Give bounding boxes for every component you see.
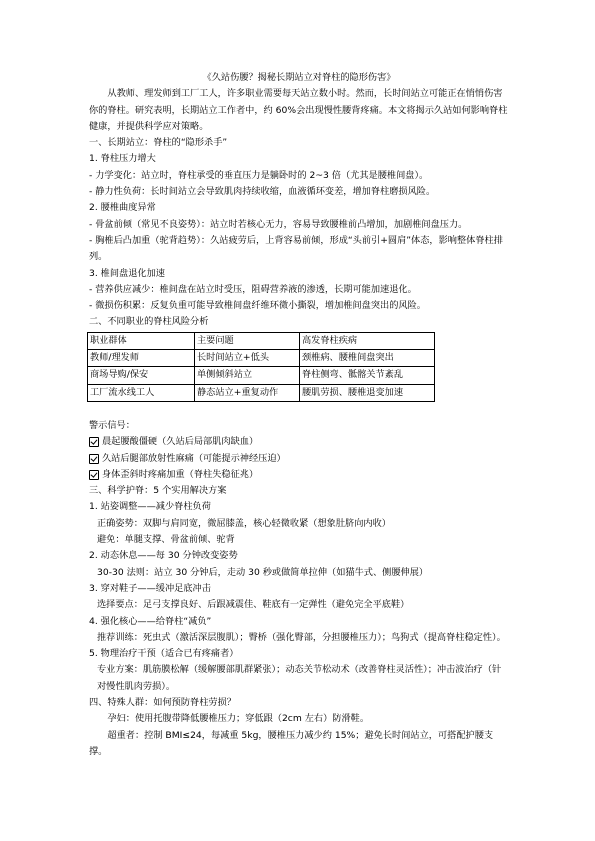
table-header-row [88,332,435,349]
bullet-static-load: - 静力性负荷：长时间站立会导致肌肉持续收缩，血液循环变差，增加脊柱磨损风险。 [89,186,436,198]
section-1-heading: 一、长期站立：脊柱的“隐形杀手” [89,137,228,149]
solution-2-heading: 2. 动态休息——每 30 分钟改变姿势 [89,550,238,562]
table-header-cell: 职业群体 [88,332,195,349]
solution-1-avoid: 避免：单腿支撑、骨盆前倾、驼背 [97,534,235,546]
solution-5-detail: 专业方案：肌筋膜松解（缓解腰部肌群紧张）；动态关节松动术（改善脊柱灵活性）；冲击波治疗（针对慢性肌肉劳损）。 [97,664,502,692]
bullet-micro-injury: - 微损伤积累：反复负重可能导致椎间盘纤维环微小撕裂，增加椎间盘突出的风险。 [89,300,426,312]
section-4-heading: 四、特殊人群：如何预防脊柱劳损？ [89,696,236,708]
document-page [89,70,509,760]
subheading-lumbar-curve: 2. 腰椎曲度异常 [89,202,156,214]
warning-heading: 警示信号： [89,419,135,431]
table-header-cell: 主要问题 [195,332,300,349]
intro-paragraph: 从教师、理发师到工厂工人，许多职业需要每天站立数小时。然而，长时间站立可能正在悄悄伤害你的脊柱。研究表明，长期站立工作者中，约 60%会出现慢性腰背疼痛。本文将揭示久站如何影响脊柱健康，并提供科学应对策略。 [89,88,508,132]
solution-2-detail: 30-30 法则：站立 30 分钟后，走动 30 秒或做简单拉伸（如猫牛式、侧腰伸展） [97,566,429,578]
warning-item [89,467,509,483]
table-cell: 单侧倾斜站立 [195,367,300,384]
solution-1-heading: 1. 站姿调整——减少脊柱负荷 [89,501,211,513]
solution-3-heading: 3. 穿对鞋子——缓冲足底冲击 [89,582,211,594]
section-2-heading: 二、不同职业的脊柱风险分析 [89,316,209,328]
warning-item-label: 身体歪斜时疼痛加重（脊柱失稳征兆） [102,468,259,480]
table-cell: 静态站立+重复动作 [195,384,300,401]
bullet-mechanics: - 力学变化：站立时，脊柱承受的垂直压力是躺卧时的 2~3 倍（尤其是腰椎间盘）。 [89,169,429,181]
subheading-disc-degeneration: 3. 椎间盘退化加速 [89,267,165,279]
table-cell: 颈椎病、腰椎间盘突出 [300,350,435,367]
table-cell: 工厂流水线工人 [88,384,195,401]
bullet-kyphosis: - 胸椎后凸加重（驼背趋势）：久站疲劳后，上背容易前倾，形成“头前引+圆肩”体态，影响整体脊柱排列。 [89,234,503,263]
table-cell: 商场导购/保安 [88,367,195,384]
table-cell: 长时间站立+低头 [195,350,300,367]
occupation-risk-table [87,332,435,402]
bullet-pelvic-tilt: - 骨盆前倾（常见不良姿势）：站立时若核心无力，容易导致腰椎前凸增加，加剧椎间盘压力。 [89,218,468,230]
warning-item [89,451,509,467]
table-row [88,384,435,401]
solution-3-detail: 选择要点：足弓支撑良好、后跟减震佳、鞋底有一定弹性（避免完全平底鞋） [97,599,410,611]
table-row [88,350,435,367]
warning-item [89,434,509,450]
solution-4-detail: 推荐训练：死虫式（激活深层腹肌）；臀桥（强化臀部，分担腰椎压力）；鸟狗式（提高脊柱稳定性）。 [97,631,506,643]
table-cell: 教师/理发师 [88,350,195,367]
overweight-paragraph: 超重者：控制 BMI≤24，每减重 5kg，腰椎压力减少约 15%；避免长时间站立，可搭配护腰支撑。 [89,729,494,757]
section-3-heading: 三、科学护脊：5 个实用解决方案 [89,485,227,497]
bullet-nutrition: - 营养供应减少：椎间盘在站立时受压，阻碍营养液的渗透，长期可能加速退化。 [89,283,417,295]
table-row [88,367,435,384]
table-cell: 腰肌劳损、腰椎退变加速 [300,384,435,401]
checkbox-checked-icon [89,470,99,480]
checkbox-checked-icon [89,437,99,447]
pregnant-women-paragraph: 孕妇：使用托腹带降低腰椎压力；穿低跟（2cm 左右）防滑鞋。 [107,713,370,725]
table-cell: 脊柱侧弯、骶髂关节紊乱 [300,367,435,384]
solution-5-heading: 5. 物理治疗干预（适合已有疼痛者） [89,648,239,660]
subheading-spine-pressure: 1. 脊柱压力增大 [89,153,156,165]
checkbox-checked-icon [89,454,99,464]
table-header-cell: 高发脊柱疾病 [300,332,435,349]
solution-1-detail: 正确姿势：双脚与肩同宽，微屈膝盖，核心轻微收紧（想象肚脐向内收） [97,517,391,529]
warning-item-label: 久站后腿部放射性麻痛（可能提示神经压迫） [102,452,286,464]
document-title: 《久站伤腰？揭秘长期站立对脊柱的隐形伤害》 [202,72,396,83]
solution-4-heading: 4. 强化核心——给脊柱“减负” [89,615,212,627]
warning-item-label: 晨起腰酸僵硬（久站后局部肌肉缺血） [102,436,259,448]
